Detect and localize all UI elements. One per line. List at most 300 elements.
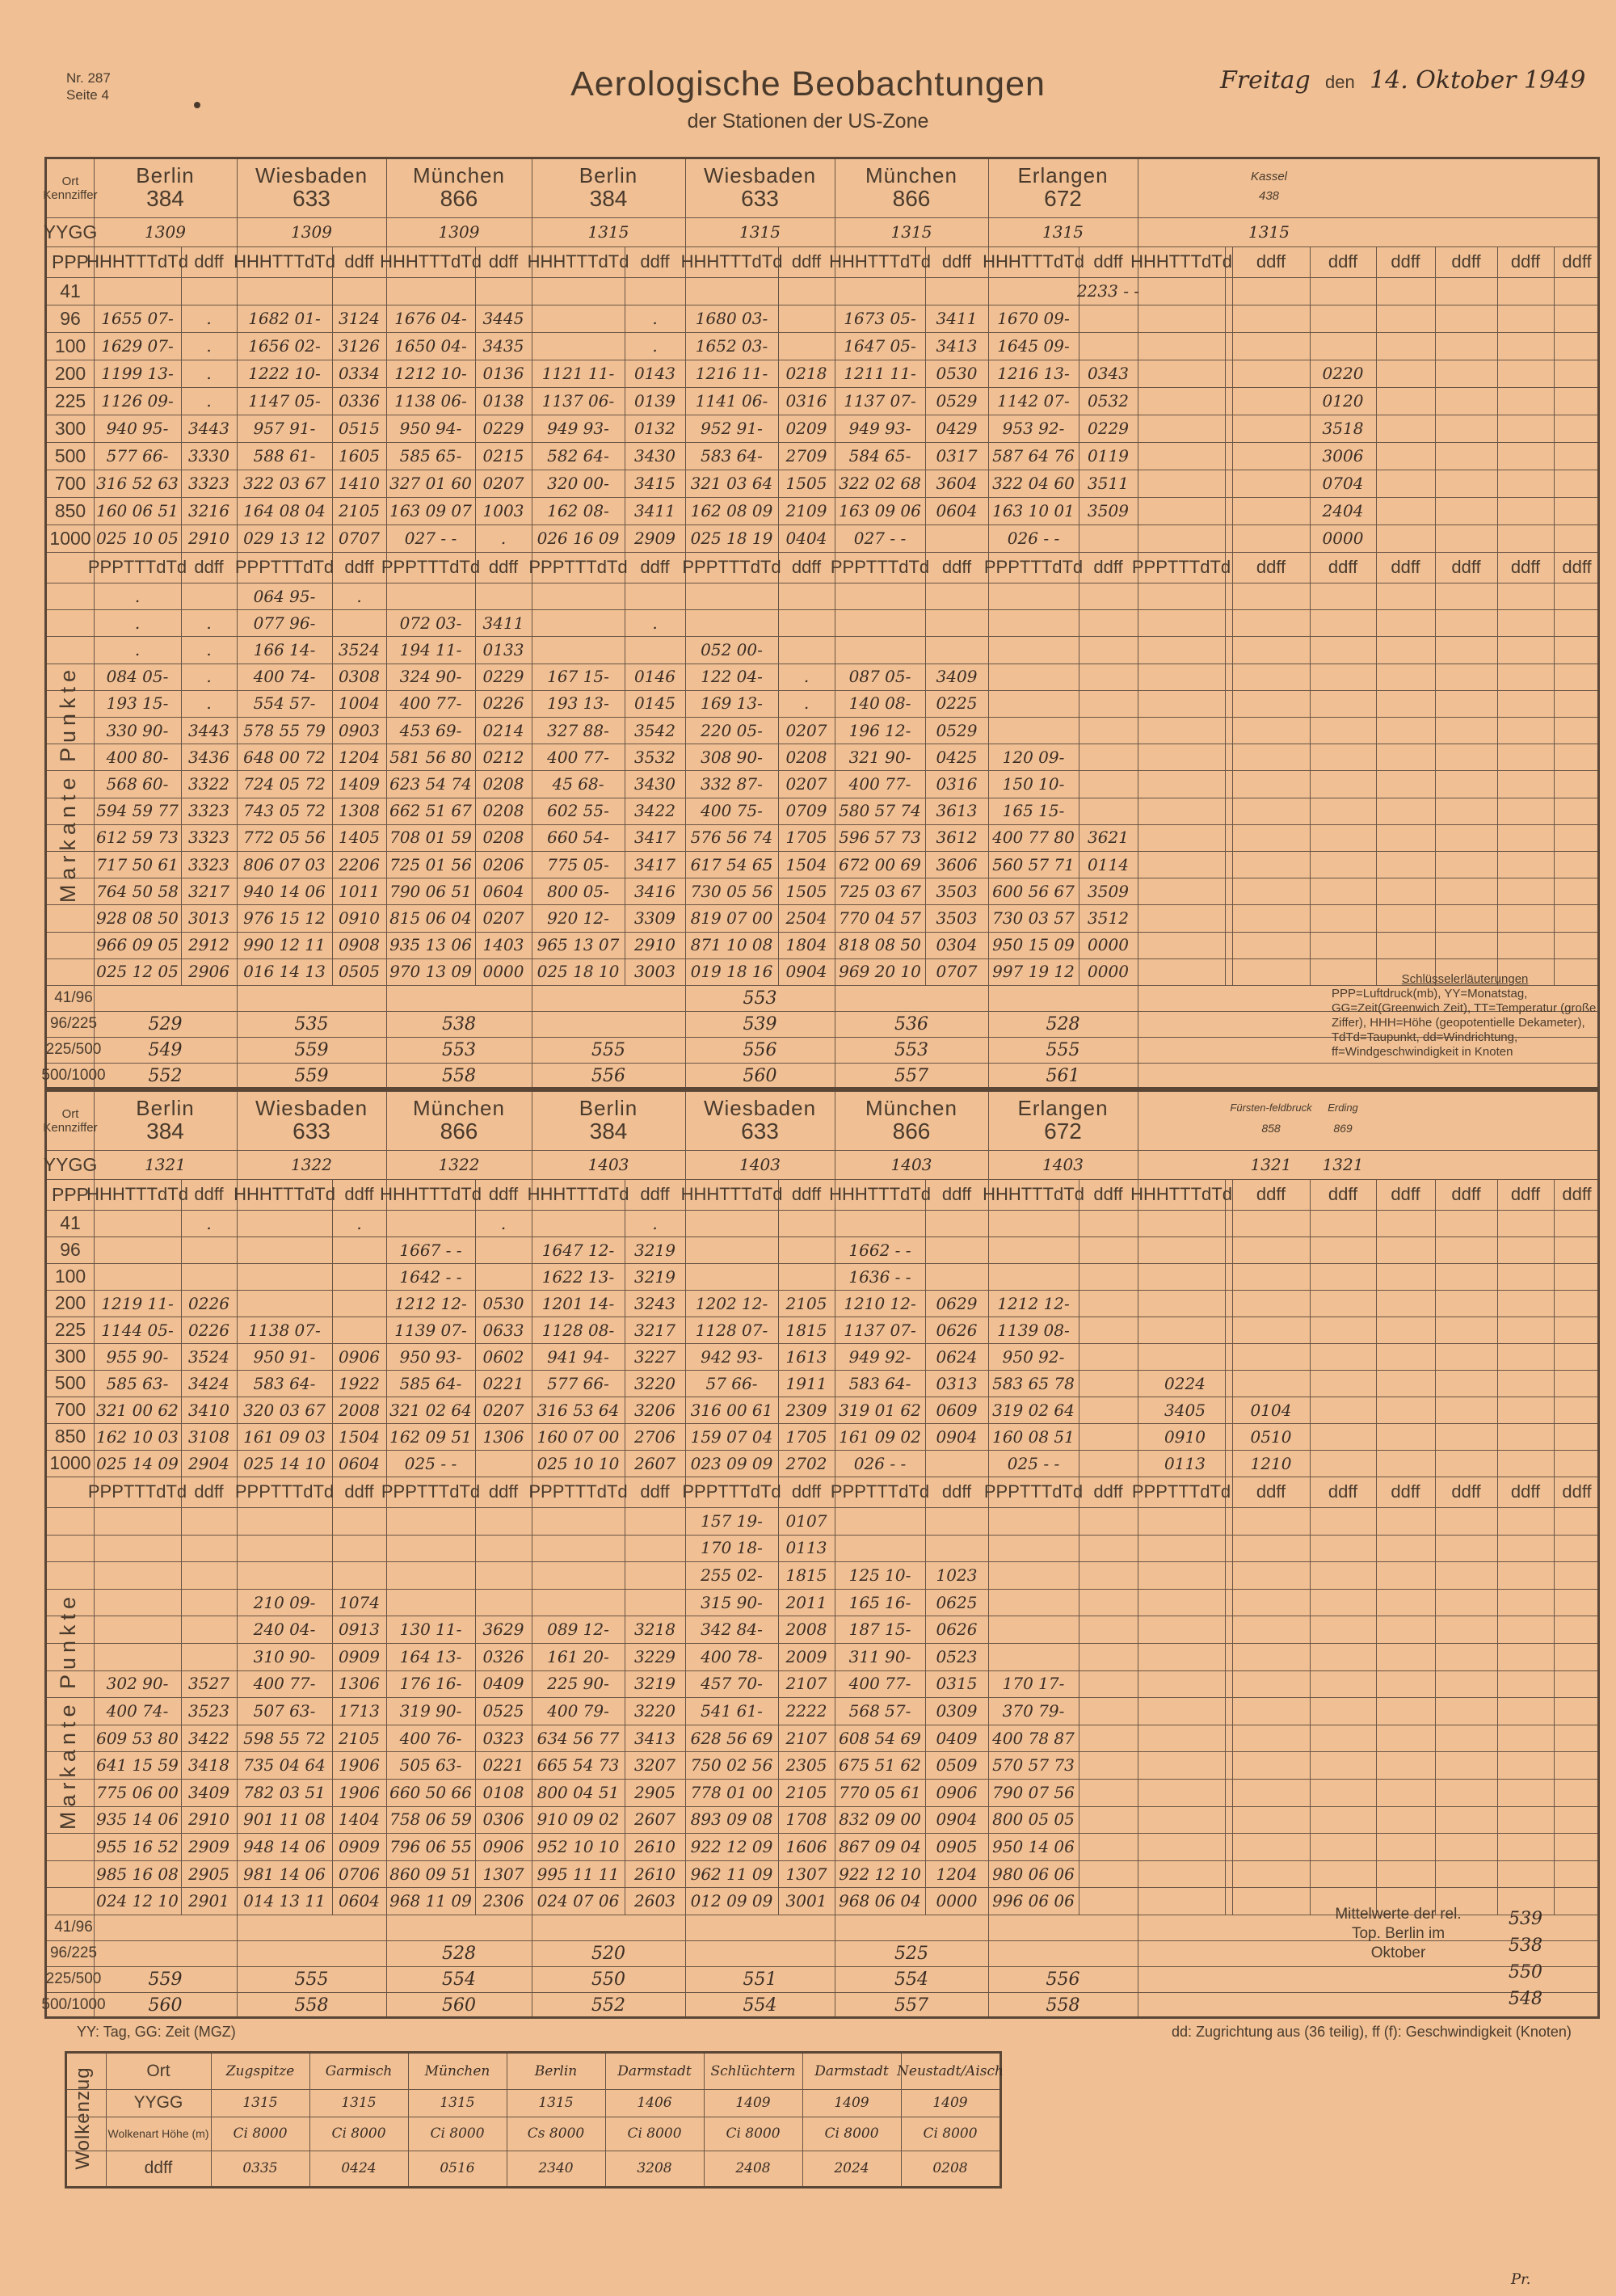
markante-value: 400 80- bbox=[106, 747, 169, 767]
markante-value: 981 14 06 bbox=[243, 1864, 326, 1884]
level-value: 0530 bbox=[936, 364, 978, 383]
level-value: 0104 bbox=[1250, 1400, 1292, 1420]
wolkenzug-value: Schlüchtern bbox=[710, 2063, 796, 2079]
markante-value: 730 05 56 bbox=[690, 881, 773, 901]
rel-value: 560 bbox=[442, 1995, 476, 2016]
level-value: 3430 bbox=[634, 446, 675, 466]
markante-value: 176 16- bbox=[399, 1674, 462, 1694]
rel-label: 96/225 bbox=[49, 1944, 98, 1961]
markante-value: 064 95- bbox=[253, 586, 316, 606]
markante-value: 0706 bbox=[339, 1864, 380, 1884]
level-label: 700 bbox=[54, 1399, 86, 1420]
markante-value: 1004 bbox=[339, 693, 380, 714]
level-value: 161 09 02 bbox=[839, 1426, 921, 1447]
grid-col-line bbox=[1376, 1179, 1377, 1915]
ddff-header: ddff bbox=[640, 1481, 670, 1502]
markante-value: 0905 bbox=[936, 1836, 978, 1856]
level-value: 3227 bbox=[634, 1346, 675, 1367]
level-value: 0904 bbox=[936, 1426, 978, 1447]
wolkenzug-value: Darmstadt bbox=[617, 2063, 692, 2079]
markante-value: 400 77- bbox=[547, 747, 609, 767]
station-name: Erlangen bbox=[1017, 1095, 1109, 1120]
level-value: 2702 bbox=[785, 1453, 827, 1473]
markante-value: 990 12 11 bbox=[243, 935, 326, 955]
rel-value: 558 bbox=[294, 1995, 329, 2016]
markante-value: 0229 bbox=[482, 667, 524, 687]
level-value: 1682 01- bbox=[248, 309, 321, 328]
station-yygg: 1322 bbox=[438, 1155, 480, 1174]
level-value: 321 02 64 bbox=[389, 1400, 472, 1420]
level-value: 025 10 10 bbox=[537, 1453, 620, 1473]
markante-value: 0604 bbox=[339, 1891, 380, 1911]
level-value: 577 66- bbox=[547, 1373, 609, 1393]
level-value: 0515 bbox=[339, 419, 380, 438]
level-value: 319 02 64 bbox=[992, 1400, 1075, 1420]
rel-value: 556 bbox=[591, 1065, 625, 1086]
markante-value: 1815 bbox=[785, 1565, 827, 1585]
ppp-tt-header: PPPTTTdTd bbox=[983, 557, 1084, 577]
rel-value: 538 bbox=[442, 1013, 476, 1034]
rel-value: 552 bbox=[591, 1995, 625, 2016]
ddff-header: ddff bbox=[1328, 1481, 1358, 1502]
rel-label: 96/225 bbox=[49, 1015, 98, 1032]
wolkenzug-value: 3208 bbox=[637, 2160, 672, 2176]
rel-value: 535 bbox=[294, 1013, 329, 1034]
level-value: 3415 bbox=[634, 474, 675, 493]
markante-value: 0208 bbox=[482, 801, 524, 821]
level-label: 850 bbox=[54, 1426, 86, 1447]
level-label: 100 bbox=[54, 1266, 86, 1287]
level-value: 2105 bbox=[339, 501, 380, 520]
markante-value: 400 77- bbox=[848, 773, 911, 794]
rel-value: 525 bbox=[894, 1943, 928, 1964]
level-value: 1629 07- bbox=[101, 336, 174, 356]
station-code: 633 bbox=[292, 1119, 330, 1144]
ddff-header: ddff bbox=[1328, 251, 1358, 272]
markante-value: 324 90- bbox=[399, 667, 462, 687]
level-value: 1141 06- bbox=[695, 391, 768, 411]
markante-value: 120 09- bbox=[1002, 747, 1065, 767]
ddff-header: ddff bbox=[791, 557, 822, 577]
markante-value: 966 09 05 bbox=[96, 935, 179, 955]
level-value: 583 65 78 bbox=[992, 1373, 1075, 1393]
station-code: 384 bbox=[146, 1119, 184, 1144]
markante-value: 0207 bbox=[482, 908, 524, 928]
level-value: 3206 bbox=[634, 1400, 675, 1420]
rel-value: 549 bbox=[148, 1039, 183, 1060]
level-value: 950 93- bbox=[399, 1346, 462, 1367]
dd-note: dd: Zugrichtung aus (36 teilig), ff (f): Geschwindigkeit (Knoten) bbox=[1172, 2024, 1572, 2040]
level-value: 1613 bbox=[785, 1346, 827, 1367]
markante-value: 3503 bbox=[936, 881, 978, 901]
markante-value: 193 15- bbox=[106, 693, 169, 714]
ddff-header: ddff bbox=[1510, 1184, 1541, 1204]
markante-value: 662 51 67 bbox=[389, 801, 472, 821]
markante-value: 1906 bbox=[339, 1782, 380, 1802]
hhh-header: HHHTTTdTd bbox=[86, 1184, 188, 1204]
rel-value: 520 bbox=[591, 1943, 625, 1964]
markante-value: 3532 bbox=[634, 747, 675, 767]
ddff-header: ddff bbox=[941, 557, 972, 577]
station-yygg: 1403 bbox=[739, 1155, 781, 1174]
markante-value: 996 06 06 bbox=[992, 1891, 1075, 1911]
markante-value: 2910 bbox=[634, 935, 675, 955]
markante-value: 308 90- bbox=[701, 747, 763, 767]
markante-value: 166 14- bbox=[253, 639, 316, 659]
level-label: 41 bbox=[60, 280, 81, 301]
markante-value: . bbox=[803, 693, 810, 714]
ppp-tt-header: PPPTTTdTd bbox=[528, 557, 628, 577]
level-value: 0113 bbox=[1164, 1453, 1206, 1473]
markante-value: 014 13 11 bbox=[243, 1891, 326, 1911]
rel-value: 558 bbox=[1046, 1995, 1080, 2016]
level-value: 025 - - bbox=[404, 1453, 457, 1473]
markante-value: 3612 bbox=[936, 828, 978, 848]
ddff-header: ddff bbox=[344, 557, 374, 577]
level-value: 162 10 03 bbox=[96, 1426, 179, 1447]
level-value: 3509 bbox=[1088, 501, 1129, 520]
level-value: . bbox=[206, 1213, 212, 1233]
markante-value: 634 56 77 bbox=[537, 1728, 620, 1748]
level-value: 0910 bbox=[1164, 1426, 1206, 1447]
level-value: 0602 bbox=[482, 1346, 524, 1367]
level-value: 3411 bbox=[936, 309, 978, 328]
level-value: 2910 bbox=[188, 529, 229, 548]
station-code: 866 bbox=[440, 186, 478, 211]
markante-value: 150 10- bbox=[1002, 773, 1065, 794]
markante-value: 3409 bbox=[188, 1782, 229, 1802]
markante-value: 725 03 67 bbox=[839, 881, 921, 901]
markante-value: 672 00 69 bbox=[839, 854, 921, 874]
rel-label: 225/500 bbox=[45, 1970, 102, 1987]
markante-value: 2905 bbox=[634, 1782, 675, 1802]
markante-value: 012 09 09 bbox=[690, 1891, 773, 1911]
markante-value: . bbox=[134, 613, 141, 633]
markante-value: 3436 bbox=[188, 747, 229, 767]
markante-value: 0509 bbox=[936, 1755, 978, 1776]
level-value: 1655 07- bbox=[101, 309, 174, 328]
yygg-label: YYGG bbox=[43, 221, 98, 242]
markante-value: 922 12 10 bbox=[839, 1864, 921, 1884]
level-value: . bbox=[652, 309, 658, 328]
level-value: 949 93- bbox=[848, 419, 911, 438]
station-code: 633 bbox=[292, 186, 330, 211]
markante-value: 0505 bbox=[339, 962, 380, 982]
markante-value: 541 61- bbox=[701, 1700, 763, 1721]
markante-value: 770 04 57 bbox=[839, 908, 921, 928]
markante-value: 220 05- bbox=[701, 720, 763, 740]
level-value: 0707 bbox=[339, 529, 380, 548]
level-value: 162 08- bbox=[547, 501, 609, 520]
ddff-header: ddff bbox=[941, 251, 972, 272]
markante-value: 0425 bbox=[936, 747, 978, 767]
markante-value: 025 18 10 bbox=[537, 962, 620, 982]
level-value: 320 00- bbox=[547, 474, 609, 493]
level-value: 163 09 07 bbox=[389, 501, 472, 520]
level-value: 160 07 00 bbox=[537, 1426, 620, 1447]
markante-value: 165 15- bbox=[1002, 801, 1065, 821]
rel-value: 536 bbox=[894, 1013, 928, 1034]
wolkenzug-value: 0424 bbox=[341, 2160, 377, 2176]
station-yygg: 1403 bbox=[587, 1155, 629, 1174]
markante-value: 0625 bbox=[936, 1592, 978, 1612]
markante-value: 400 78 87 bbox=[992, 1728, 1075, 1748]
level-value: 029 13 12 bbox=[243, 529, 326, 548]
ddff-header: ddff bbox=[194, 557, 224, 577]
level-value: 0207 bbox=[482, 474, 524, 493]
markante-value: 0909 bbox=[339, 1836, 380, 1856]
level-value: 3511 bbox=[1088, 474, 1129, 493]
markante-value: 225 90- bbox=[547, 1674, 609, 1694]
ddff-header: ddff bbox=[1256, 251, 1286, 272]
station-name: München bbox=[413, 1095, 505, 1120]
grid-row-line bbox=[47, 1263, 1597, 1264]
level-value: 2109 bbox=[785, 501, 827, 520]
wolkenzug-value: 0208 bbox=[932, 2160, 968, 2176]
markante-value: 969 20 10 bbox=[839, 962, 921, 982]
markante-value: 800 05- bbox=[547, 881, 609, 901]
ddff-header: ddff bbox=[1562, 251, 1592, 272]
level-value: 0704 bbox=[1322, 474, 1364, 493]
markante-value: 302 90- bbox=[106, 1674, 169, 1694]
markante-value: 893 09 08 bbox=[690, 1809, 773, 1830]
level-value: 955 90- bbox=[106, 1346, 169, 1367]
extra-station-code: 438 bbox=[1258, 188, 1280, 203]
markante-value: 0309 bbox=[936, 1700, 978, 1721]
level-label: 41 bbox=[60, 1212, 81, 1233]
level-value: 0229 bbox=[1088, 419, 1129, 438]
level-value: 0334 bbox=[339, 364, 380, 383]
markante-value: 554 57- bbox=[253, 693, 316, 714]
level-value: 0510 bbox=[1250, 1426, 1292, 1447]
markante-value: 2610 bbox=[634, 1864, 675, 1884]
level-value: 1137 07- bbox=[844, 391, 916, 411]
mittel-value: 538 bbox=[1509, 1935, 1542, 1956]
markante-value: 1713 bbox=[339, 1700, 380, 1721]
hhh-header: HHHTTTdTd bbox=[680, 1184, 783, 1204]
wolkenzug-value: 2408 bbox=[735, 2160, 771, 2176]
ddff-header: ddff bbox=[791, 1184, 822, 1204]
observation-table-1 bbox=[41, 157, 1600, 1089]
markante-value: 660 54- bbox=[547, 828, 609, 848]
grid-col-line bbox=[1376, 246, 1377, 985]
hhh-header: HHHTTTdTd bbox=[380, 251, 482, 272]
level-value: 0532 bbox=[1088, 391, 1129, 411]
markante-value: 370 79- bbox=[1002, 1700, 1065, 1721]
den-label: den bbox=[1325, 72, 1355, 92]
markante-value: 400 74- bbox=[106, 1700, 169, 1721]
markante-value: 084 05- bbox=[106, 667, 169, 687]
level-value: 163 09 06 bbox=[839, 501, 921, 520]
level-value: 0143 bbox=[634, 364, 675, 383]
level-value: 1410 bbox=[339, 474, 380, 493]
ddff-header: ddff bbox=[791, 251, 822, 272]
markante-value: 628 56 69 bbox=[690, 1728, 773, 1748]
station-name: München bbox=[865, 1095, 957, 1120]
markante-value: 708 01 59 bbox=[389, 828, 472, 848]
level-value: 1662 - - bbox=[848, 1240, 911, 1260]
markante-value: 950 14 06 bbox=[992, 1836, 1075, 1856]
markante-value: 087 05- bbox=[848, 667, 911, 687]
markante-value: 0909 bbox=[339, 1646, 380, 1666]
level-value: 1216 11- bbox=[695, 364, 768, 383]
station-code: 866 bbox=[440, 1119, 478, 1144]
markante-value: 775 05- bbox=[547, 854, 609, 874]
level-value: 0119 bbox=[1088, 446, 1129, 466]
level-value: 1212 12- bbox=[394, 1293, 467, 1313]
nr-label: Nr. 287 bbox=[66, 70, 111, 86]
level-value: . bbox=[652, 336, 658, 356]
extra-station-name: Kassel bbox=[1250, 169, 1288, 183]
markante-value: 0304 bbox=[936, 935, 978, 955]
markante-value: 321 90- bbox=[848, 747, 911, 767]
level-value: 1202 12- bbox=[695, 1293, 768, 1313]
markante-value: 2206 bbox=[339, 854, 380, 874]
markante-value: 1705 bbox=[785, 828, 827, 848]
markante-value: 3422 bbox=[188, 1728, 229, 1748]
level-value: 025 - - bbox=[1007, 1453, 1060, 1473]
markante-value: 400 77- bbox=[848, 1674, 911, 1694]
level-value: 1647 12- bbox=[541, 1240, 615, 1260]
markante-value: 2607 bbox=[634, 1809, 675, 1830]
markante-value: 3613 bbox=[936, 801, 978, 821]
level-label: 300 bbox=[54, 417, 86, 439]
markante-value: 507 63- bbox=[253, 1700, 316, 1721]
markante-value: 3229 bbox=[634, 1646, 675, 1666]
key-text: PPP=Luftdruck(mb), YY=Monatstag, GG=Zeit(Greenwich Zeit), TT=Temperatur (große Ziffer), HHH=Höhe (geopotentielle Dekameter), TdTd=Taupunkt, dd=Windrichtung, ff=Windgeschwindigkeit in Knoten bbox=[1332, 987, 1597, 1059]
level-value: 0209 bbox=[785, 419, 827, 438]
level-value: 1306 bbox=[482, 1426, 524, 1447]
level-value: 316 52 63 bbox=[96, 474, 179, 493]
level-value: 162 08 09 bbox=[690, 501, 773, 520]
level-value: 2904 bbox=[188, 1453, 229, 1473]
level-value: 320 03 67 bbox=[243, 1400, 326, 1420]
ddff-header: ddff bbox=[1256, 1184, 1286, 1204]
station-name: Wiesbaden bbox=[255, 1095, 368, 1120]
markante-value: 310 90- bbox=[253, 1646, 316, 1666]
level-value: 3216 bbox=[188, 501, 229, 520]
level-value: 0207 bbox=[482, 1400, 524, 1420]
key-title: Schlüsselerläuterungen bbox=[1401, 972, 1529, 986]
level-value: 1667 - - bbox=[399, 1240, 462, 1260]
station-name: Wiesbaden bbox=[703, 162, 817, 187]
markante-value: 935 13 06 bbox=[389, 935, 472, 955]
markante-value: 196 12- bbox=[848, 720, 911, 740]
markante-value: 400 77- bbox=[399, 693, 462, 714]
markante-value: 665 54 73 bbox=[537, 1755, 620, 1776]
markante-value: 0146 bbox=[634, 667, 675, 687]
markante-value: 1708 bbox=[785, 1809, 827, 1830]
wolkenzug-value: 1409 bbox=[834, 2095, 869, 2111]
markante-punkte-label: Markante Punkte bbox=[56, 664, 80, 904]
wolkenzug-value: 1315 bbox=[440, 2095, 475, 2111]
level-value: 321 00 62 bbox=[96, 1400, 179, 1420]
markante-value: 730 03 57 bbox=[992, 908, 1075, 928]
markante-value: 3503 bbox=[936, 908, 978, 928]
level-value: 57 66- bbox=[705, 1373, 758, 1393]
station-yygg: 1315 bbox=[890, 222, 932, 242]
markante-value: 1405 bbox=[339, 828, 380, 848]
markante-value: 400 77- bbox=[253, 1674, 316, 1694]
markante-value: 3606 bbox=[936, 854, 978, 874]
level-value: 941 94- bbox=[547, 1346, 609, 1367]
markante-value: 024 12 10 bbox=[96, 1891, 179, 1911]
markante-value: . bbox=[134, 639, 141, 659]
markante-value: 193 13- bbox=[547, 693, 609, 714]
ppp-label: PPP bbox=[51, 251, 90, 272]
markante-value: 3443 bbox=[188, 720, 229, 740]
markante-value: 580 57 74 bbox=[839, 801, 921, 821]
ppp-tt-header: PPPTTTdTd bbox=[528, 1481, 628, 1502]
markante-value: 602 55- bbox=[547, 801, 609, 821]
mittel-box: Mittelwerte der rel. Top. Berlin im Oktober bbox=[1335, 1906, 1462, 1961]
ddff-header: ddff bbox=[640, 251, 670, 272]
markante-value: . bbox=[206, 667, 212, 687]
level-value: 950 94- bbox=[399, 419, 462, 438]
markante-value: 1307 bbox=[785, 1864, 827, 1884]
ddff-header: ddff bbox=[1093, 1184, 1123, 1204]
markante-value: 2910 bbox=[188, 1809, 229, 1830]
markante-value: 970 13 09 bbox=[389, 962, 472, 982]
level-label: 700 bbox=[54, 472, 86, 494]
markante-value: 165 16- bbox=[848, 1592, 911, 1612]
markante-value: 920 12- bbox=[547, 908, 609, 928]
markante-value: 2107 bbox=[785, 1728, 827, 1748]
wolkenzug-value: 1315 bbox=[242, 2095, 278, 2111]
markante-value: 0523 bbox=[936, 1646, 978, 1666]
markante-value: 764 50 58 bbox=[96, 881, 179, 901]
markante-value: 815 06 04 bbox=[389, 908, 472, 928]
markante-value: 1011 bbox=[339, 881, 380, 901]
level-value: 949 92- bbox=[848, 1346, 911, 1367]
level-value: 316 00 61 bbox=[690, 1400, 773, 1420]
wolkenzug-row-label: YYGG bbox=[133, 2093, 183, 2112]
level-value: 0313 bbox=[936, 1373, 978, 1393]
level-value: 0218 bbox=[785, 364, 827, 383]
markante-value: 0208 bbox=[482, 773, 524, 794]
markante-value: 0525 bbox=[482, 1700, 524, 1721]
markante-value: 871 10 08 bbox=[690, 935, 773, 955]
ddff-header: ddff bbox=[488, 1481, 519, 1502]
markante-value: 0315 bbox=[936, 1674, 978, 1694]
markante-value: 3523 bbox=[188, 1700, 229, 1721]
markante-value: 3409 bbox=[936, 667, 978, 687]
grid-row-line bbox=[47, 1210, 1597, 1211]
level-value: 2607 bbox=[634, 1453, 675, 1473]
level-value: 3604 bbox=[936, 474, 978, 493]
ppp-label: PPP bbox=[51, 1183, 90, 1205]
level-label: 225 bbox=[54, 1319, 86, 1340]
level-value: 588 61- bbox=[253, 446, 316, 466]
station-name: Erlangen bbox=[1017, 162, 1109, 187]
rel-value: 560 bbox=[743, 1065, 777, 1086]
level-value: . bbox=[652, 1213, 658, 1233]
ddff-header: ddff bbox=[488, 1184, 519, 1204]
rel-value: 555 bbox=[591, 1039, 625, 1060]
markante-value: 2105 bbox=[785, 1782, 827, 1802]
markante-value: 319 90- bbox=[399, 1700, 462, 1721]
markante-value: 758 06 59 bbox=[389, 1809, 472, 1830]
rel-value: 528 bbox=[1046, 1013, 1080, 1034]
markante-value: 0906 bbox=[936, 1782, 978, 1802]
station-yygg: 1309 bbox=[145, 222, 186, 242]
level-value: 583 64- bbox=[253, 1373, 316, 1393]
level-value: 942 93- bbox=[701, 1346, 763, 1367]
level-value: 3006 bbox=[1322, 446, 1364, 466]
level-value: 3220 bbox=[634, 1373, 675, 1393]
markante-value: 2905 bbox=[188, 1864, 229, 1884]
markante-value: 2105 bbox=[339, 1728, 380, 1748]
